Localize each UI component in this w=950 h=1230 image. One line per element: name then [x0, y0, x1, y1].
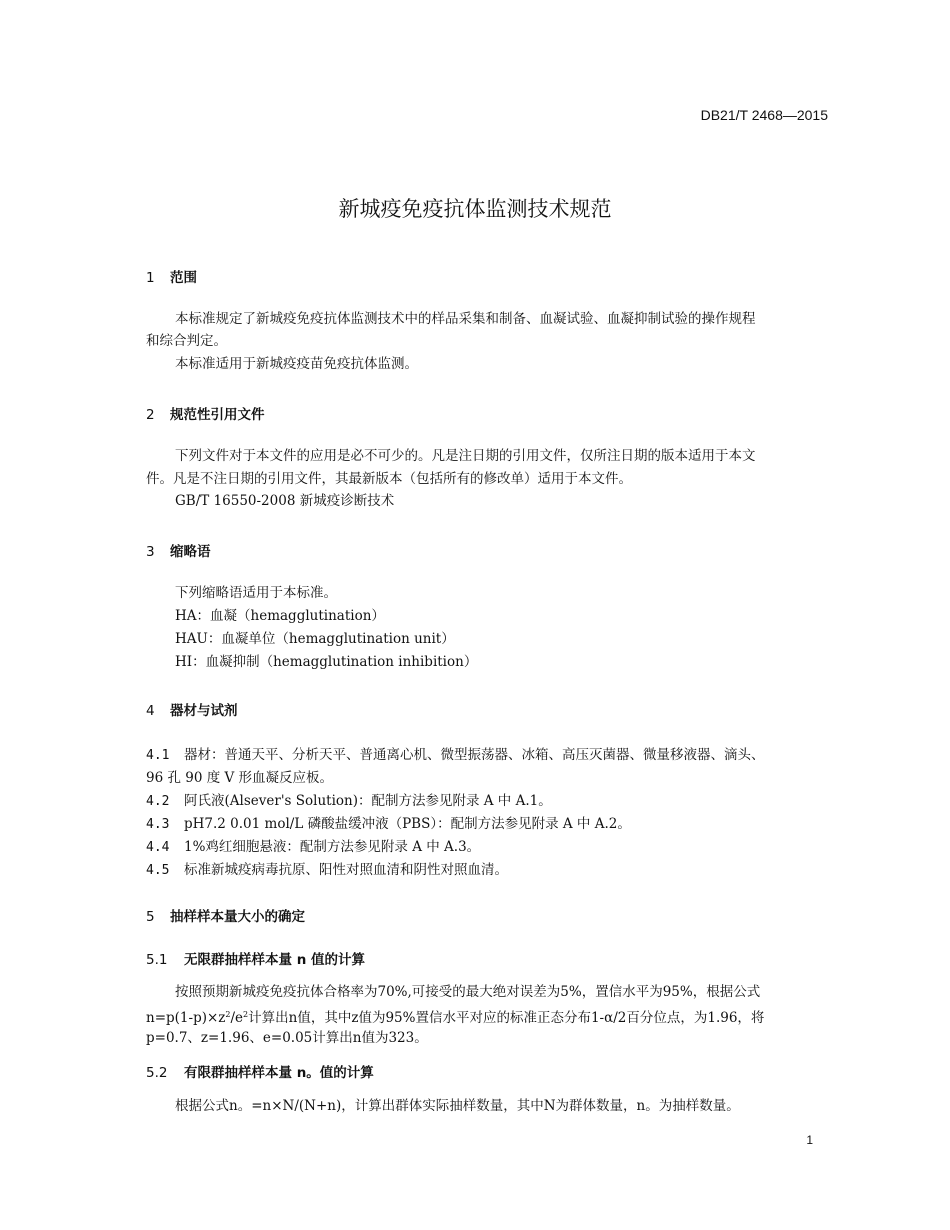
clause-number: 4.3 [146, 817, 170, 832]
section-number: 4 [146, 703, 155, 719]
paragraph: 本标准适用于新城疫疫苗免疫抗体监测。 [175, 356, 418, 372]
superscript: 2 [243, 1010, 249, 1019]
paragraph: 和综合判定。 [146, 333, 227, 349]
section-2-heading [146, 403, 265, 423]
clause-number: 4.1 [146, 748, 170, 763]
clause-number: 4.5 [146, 863, 170, 878]
formula-text: /e [230, 1010, 244, 1026]
normative-reference: GB/T 16550-2008 新城疫诊断技术 [175, 493, 395, 509]
subsection-5-1-heading [146, 948, 365, 968]
clause-text: 阿氏液(Alsever's Solution)：配制方法参见附录 A 中 A.1。 [184, 793, 552, 809]
clause-text: 器材：普通天平、分析天平、普通离心机、微型振荡器、冰箱、高压灭菌器、微量移液器、滴头、 [184, 747, 765, 763]
section-number: 2 [146, 407, 155, 423]
clause-4-1 [146, 743, 765, 763]
paragraph: 按照预期新城疫免疫抗体合格率为70%,可接受的最大绝对误差为5%，置信水平为95%，根据公式 [175, 984, 761, 1000]
clause-4-3 [146, 812, 631, 832]
document-title: 新城疫免疫抗体监测技术规范 [338, 197, 612, 221]
paragraph: 根据公式n。=n×N/(N+n)，计算出群体实际抽样数量，其中N为群体数量，n。为抽样数量。 [175, 1098, 740, 1114]
clause-text: pH7.2 0.01 mol/L 磷酸盐缓冲液（PBS）：配制方法参见附录 A 中 A.2。 [184, 816, 631, 832]
section-title: 缩略语 [170, 544, 211, 560]
clause-text: 1%鸡红细胞悬液：配制方法参见附录 A 中 A.3。 [184, 839, 481, 855]
clause-4-5 [146, 858, 508, 878]
section-number: 3 [146, 544, 155, 560]
section-5-heading [146, 905, 305, 925]
abbreviation-item: HAU：血凝单位（hemagglutination unit） [175, 631, 455, 647]
superscript: 2 [225, 1010, 231, 1019]
clause-number: 4.2 [146, 794, 170, 809]
clause-text: 标准新城疫病毒抗原、阳性对照血清和阴性对照血清。 [184, 862, 508, 878]
section-title: 有限群抽样样本量 n。值的计算 [184, 1065, 374, 1081]
section-title: 器材与试剂 [170, 703, 238, 719]
section-number: 5 [146, 909, 155, 925]
section-number: 1 [146, 270, 155, 286]
abbreviation-item: HA：血凝（hemagglutination） [175, 608, 385, 624]
clause-4-2 [146, 789, 552, 809]
section-title: 无限群抽样样本量 n 值的计算 [184, 952, 366, 968]
section-3-heading [146, 540, 211, 560]
page-number: 1 [806, 1133, 813, 1147]
section-title: 范围 [170, 270, 197, 286]
subsection-5-2-heading [146, 1061, 374, 1081]
section-number: 5.1 [146, 952, 168, 968]
formula-line [146, 1004, 764, 1029]
paragraph: 本标准规定了新城疫免疫抗体监测技术中的样品采集和制备、血凝试验、血凝抑制试验的操作规程 [175, 311, 756, 327]
section-title: 抽样样本量大小的确定 [170, 909, 305, 925]
section-4-heading [146, 699, 238, 719]
document-number: DB21/T 2468—2015 [700, 107, 828, 123]
clause-4-1-continued: 96 孔 90 度 V 形血凝反应板。 [146, 770, 334, 786]
section-number: 5.2 [146, 1065, 168, 1081]
section-title: 规范性引用文件 [170, 407, 265, 423]
paragraph: 件。凡是不注日期的引用文件，其最新版本（包括所有的修改单）适用于本文件。 [146, 471, 632, 487]
paragraph: 下列缩略语适用于本标准。 [175, 585, 337, 601]
formula-text: 计算出n值，其中z值为95%置信水平对应的标准正态分布1-α/2百分位点，为1.96，将 [248, 1010, 765, 1026]
clause-4-4 [146, 835, 480, 855]
paragraph: p=0.7、z=1.96、e=0.05计算出n值为323。 [146, 1030, 428, 1046]
section-1-heading [146, 266, 197, 286]
clause-number: 4.4 [146, 840, 170, 855]
formula-text: n=p(1-p)×z [146, 1010, 226, 1026]
abbreviation-item: HI：血凝抑制（hemagglutination inhibition） [175, 654, 478, 670]
paragraph: 下列文件对于本文件的应用是必不可少的。凡是注日期的引用文件，仅所注日期的版本适用于本文 [175, 448, 756, 464]
